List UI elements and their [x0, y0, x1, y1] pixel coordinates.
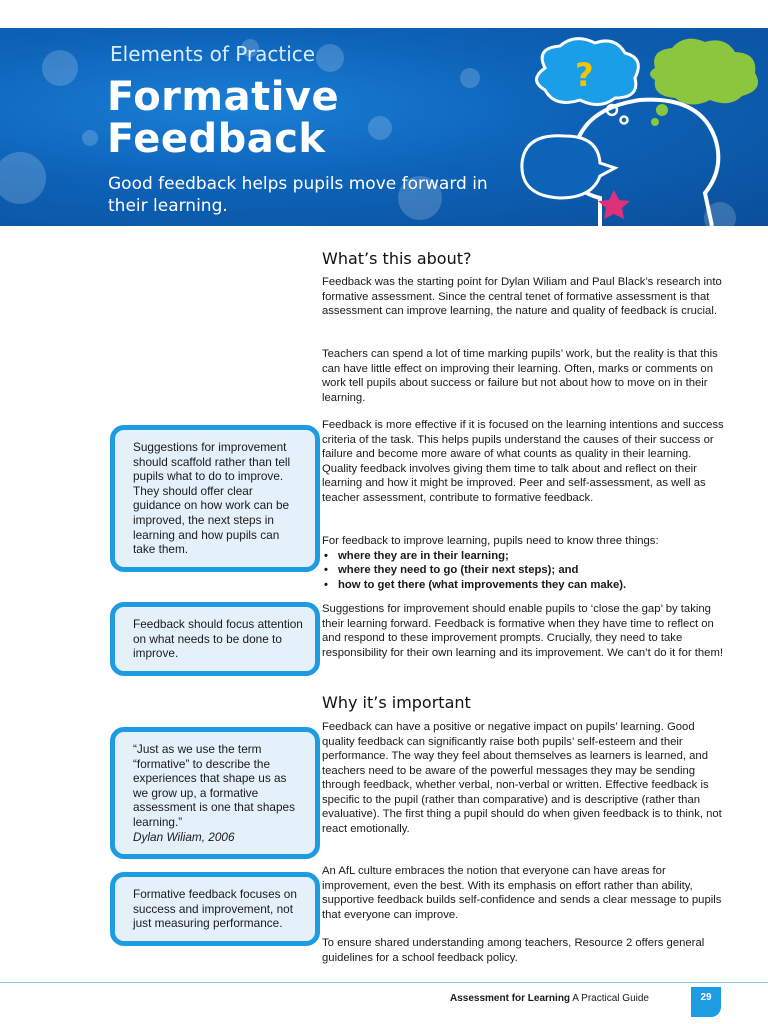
svg-text:?: ? — [575, 56, 594, 94]
page-subtitle: Good feedback helps pupils move forward in their learning. — [108, 174, 488, 216]
about-p1-text: Feedback was the starting point for Dylan Wiliam and Paul Black’s research into formative assessment. Since the central tenet of formative assessment is that assessment can improve learning, the nature and quality of feedback is crucial. — [322, 276, 722, 317]
quote-author: Dylan Wiliam, 2006 — [133, 829, 235, 844]
callout-scaffold-suggestions: Suggestions for improvement should scaffold rather than tell pupils what to do to improve. They should offer clear guidance on how work can be improved, the next steps in learning and how pupils can take them. — [110, 425, 320, 572]
list-item: • where they are in their learning; — [322, 549, 727, 564]
why-paragraph-3 — [322, 936, 727, 965]
title-line-2: Feedback — [107, 116, 326, 162]
why-paragraph-1 — [322, 720, 727, 836]
page-number: 29 — [691, 987, 721, 1017]
list-item: • where they need to go (their next steps); and — [322, 563, 727, 578]
thought-cloud-question-icon — [537, 39, 639, 124]
thought-cloud-green-icon — [650, 39, 758, 126]
header-banner — [0, 28, 768, 226]
star-icon — [598, 190, 630, 219]
callout-focus-attention: Feedback should focus attention on what needs to be done to improve. — [110, 602, 320, 676]
about-paragraph-3 — [322, 418, 727, 505]
footer-series — [450, 993, 649, 1004]
about-p2-text: Teachers can spend a lot of time marking pupils’ work, but the reality is that this can have little effect on improving their learning. Often, marks or comments on work tell pupils about success or failure but not about how to move on in their learning. — [322, 348, 718, 404]
heading-why-its-important: Why it’s important — [322, 693, 471, 712]
three-things-list — [322, 549, 727, 593]
why-paragraph-2 — [322, 864, 727, 922]
why-p1-text: Feedback can have a positive or negative impact on pupils’ learning. Good quality feedback can significantly raise both pupils’ self-esteem and their performance. The way they feel about themselves as learners is learned, and teachers need to be aware of the powerful messages they may be sending through feedback, whether verbal, non-verbal or written. Effective feedback is specific to the pupil (rather than comparative) and is descriptive (rather than evaluative). The first thing a pupil should do when given feedback is to think, not react emotionally. — [322, 721, 722, 835]
footer-series-bold: Assessment for Learning — [450, 993, 571, 1004]
about-p4-text: For feedback to improve learning, pupils need to know three things: — [322, 535, 659, 547]
page-title — [107, 76, 339, 160]
heading-whats-this-about: What’s this about? — [322, 249, 472, 268]
about-paragraph-1 — [322, 275, 727, 319]
callout-wiliam-quote — [110, 727, 320, 859]
about-p3-text: Feedback is more effective if it is focused on the learning intentions and success criteria of the task. This helps pupils understand the causes of their success or failure and become more aware of what counts as quality in their learning. Quality feedback involves giving them time to talk about and reflect on their learning and how it might be improved. Peer and self-assessment, as well as teacher assessment, contribute to formative feedback. — [322, 419, 724, 504]
footer-divider — [0, 982, 768, 983]
about-p5-text: Suggestions for improvement should enable pupils to ‘close the gap’ by taking their learning forward. Feedback is formative when they have time to reflect on and respond to these improvement prompts. Crucially, they need to take responsibility for their own learning and its improvement. We can’t do it for them! — [322, 603, 724, 659]
quote-text: “Just as we use the term “formative” to describe the experiences that shape us as we grow up, a formative assessment is one that shapes learning.” — [133, 742, 295, 829]
title-line-1: Formative — [107, 74, 340, 120]
about-paragraph-4 — [322, 534, 727, 592]
about-paragraph-2 — [322, 347, 727, 405]
footer-series-rest: A Practical Guide — [572, 993, 649, 1004]
section-kicker: Elements of Practice — [110, 42, 316, 66]
why-p3-text: To ensure shared understanding among teachers, Resource 2 offers general guidelines for a school feedback policy. — [322, 937, 705, 964]
about-paragraph-5 — [322, 602, 727, 660]
list-item: • how to get there (what improvements they can make). — [322, 578, 727, 593]
speech-bubble-icon — [522, 136, 615, 198]
why-p2-text: An AfL culture embraces the notion that everyone can have areas for improvement, even the best. With its emphasis on effort rather than ability, supportive feedback builds self-confidence and sends a clear message to pupils that everyone can improve. — [322, 865, 722, 921]
callout-success-improvement: Formative feedback focuses on success and improvement, not just measuring performance. — [110, 872, 320, 946]
